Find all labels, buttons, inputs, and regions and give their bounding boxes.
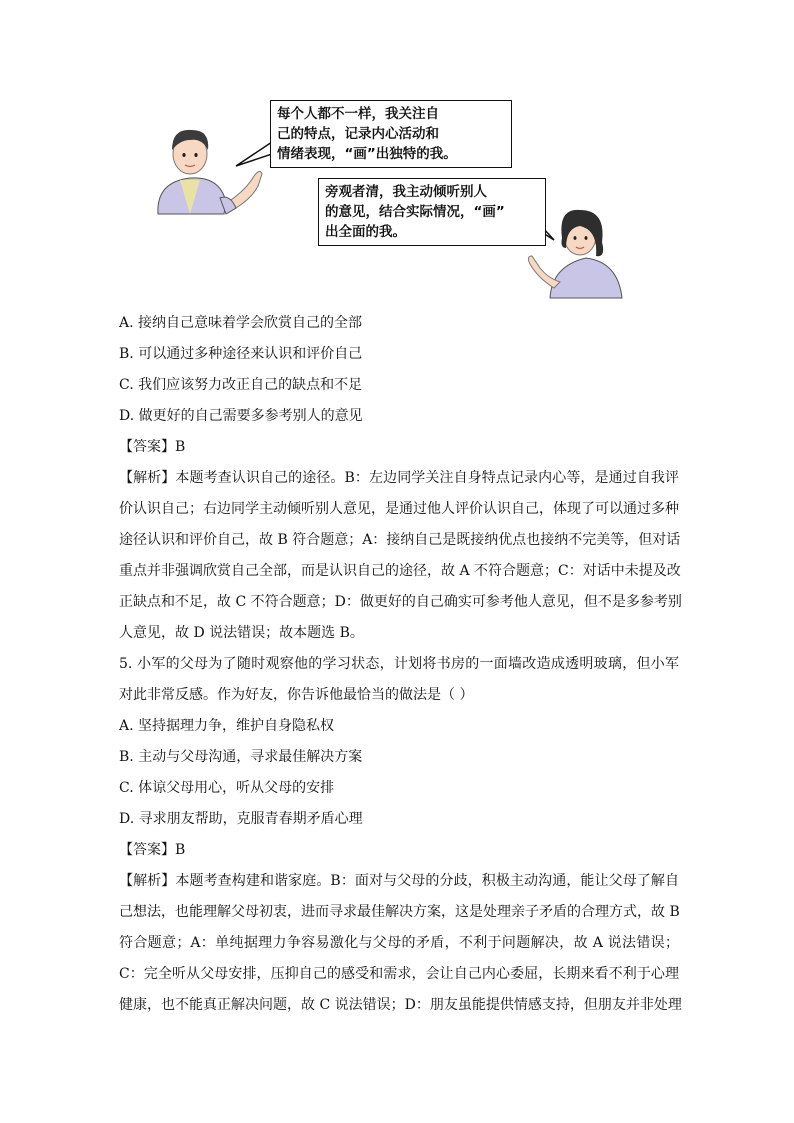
answer-value: B xyxy=(175,842,186,858)
question-content xyxy=(119,308,682,1021)
bubble-line: 出全面的我。 xyxy=(325,224,406,240)
speech-bubble-girl xyxy=(318,178,546,246)
q4-analysis-line: 正缺点和不足，故 C 不符合题意；D：做更好的自己确实可参考他人意见，但不是多参考别 xyxy=(119,594,682,610)
q5-answer xyxy=(119,835,679,866)
q4-analysis-line: 重点并非强调欣赏自己全部，而是认识自己的途径，故 A 不符合题意；C：对话中未提及改 xyxy=(119,563,681,579)
answer-label: 【答案】 xyxy=(119,842,175,858)
q4-analysis-line: 【解析】本题考查认识自己的途径。B：左边同学关注自身特点记录内心等，是通过自我评 xyxy=(119,470,679,486)
bubble1-tail xyxy=(236,142,272,166)
analysis-label: 【解析】 xyxy=(119,470,176,486)
q5-analysis-line: 己想法，也能理解父母初衷，进而寻求最佳解决方案，这是处理亲子矛盾的合理方式，故 B xyxy=(119,904,680,920)
q5-analysis-line: 【解析】本题考查构建和谐家庭。B：面对与父母的分歧，积极主动沟通，能让父母了解自 xyxy=(119,873,679,889)
bubble-line: 每个人都不一样，我关注自 xyxy=(277,106,439,122)
bubble-line: 情绪表现，“画”出独特的我。 xyxy=(277,146,457,162)
answer-label: 【答案】 xyxy=(119,439,175,455)
q5-stem-line: 5. 小军的父母为了随时观察他的学习状态，计划将书房的一面墙改造成透明玻璃，但小军 xyxy=(119,656,679,672)
q5-analysis-line: 健康，也不能真正解决问题，故 C 说法错误；D：朋友虽能提供情感支持，但朋友并非处理 xyxy=(119,997,682,1013)
q4-analysis-line: 途径认识和评价自己，故 B 符合题意；A：接纳自己是既接纳优点也接纳不完美等，但对话 xyxy=(119,532,681,548)
boy-figure xyxy=(158,130,262,214)
q5-option-a: A. 坚持据理力争，维护自身隐私权 xyxy=(119,718,335,734)
q4-option-a: A. 接纳自己意味着学会欣赏自己的全部 xyxy=(119,315,363,331)
q4-option-d: D. 做更好的自己需要多参考别人的意见 xyxy=(119,408,363,424)
bubble-line: 旁观者清，我主动倾听别人 xyxy=(325,184,487,200)
q4-analysis-line: 人意见，故 D 说法错误；故本题选 B。 xyxy=(119,625,364,641)
q4-option-b: B. 可以通过多种途径来认识和评价自己 xyxy=(119,346,363,362)
q5-option-b: B. 主动与父母沟通，寻求最佳解决方案 xyxy=(119,749,363,765)
q4-analysis-line: 价认识自己；右边同学主动倾听别人意见，是通过他人评价认识自己，体现了可以通过多种 xyxy=(119,501,679,517)
q4-answer xyxy=(119,432,679,463)
q5-option-c: C. 体谅父母用心，听从父母的安排 xyxy=(119,780,335,796)
q5-analysis-line: C：完全听从父母安排，压抑自己的感受和需求，会让自己内心委屈，长期来看不利于心理 xyxy=(119,966,679,982)
q5-option-d: D. 寻求朋友帮助，克服青春期矛盾心理 xyxy=(119,811,363,827)
analysis-label: 【解析】 xyxy=(119,873,176,889)
speech-bubble-boy xyxy=(270,100,512,168)
bubble-line: 己的特点，记录内心活动和 xyxy=(277,126,439,142)
q5-analysis-line: 符合题意；A：单纯据理力争容易激化与父母的矛盾，不利于问题解决，故 A 说法错误； xyxy=(119,935,679,951)
q4-option-c: C. 我们应该努力改正自己的缺点和不足 xyxy=(119,377,363,393)
dialogue-illustration xyxy=(150,98,630,303)
bubble-line: 的意见，结合实际情况，“画” xyxy=(325,204,505,220)
q5-stem-line: 对此非常反感。作为好友，你告诉他最恰当的做法是（ ） xyxy=(119,687,474,703)
answer-value: B xyxy=(175,439,186,455)
